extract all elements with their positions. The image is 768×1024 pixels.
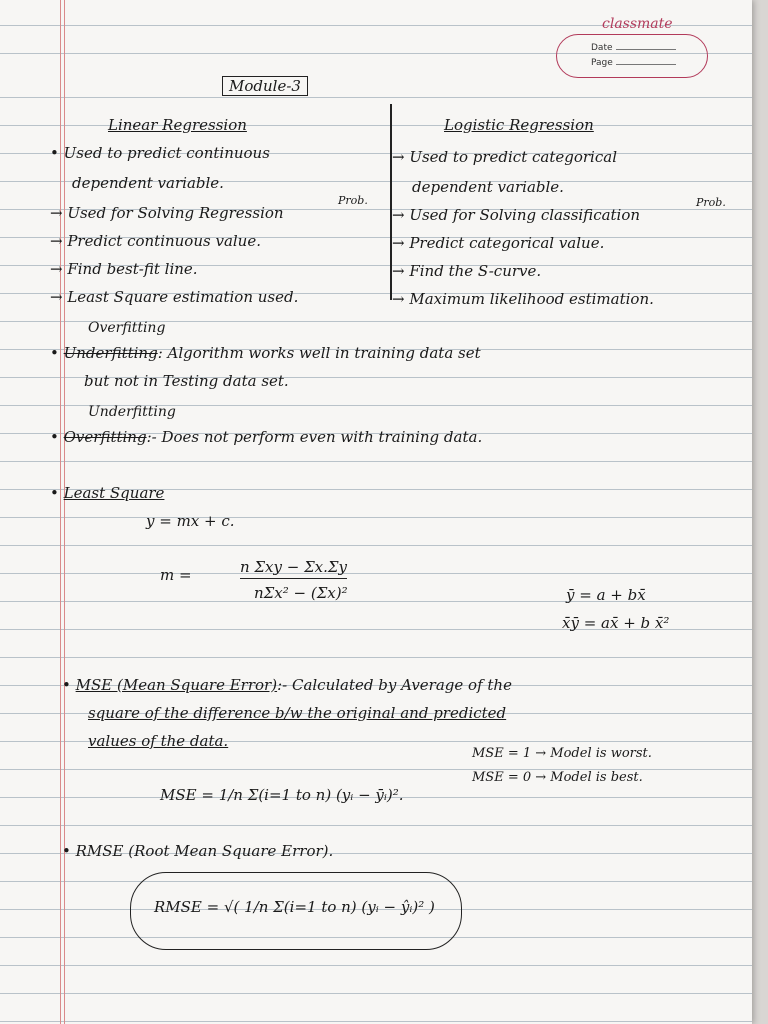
underfitting-definition: :- Does not perform even with training data. bbox=[146, 428, 483, 446]
logistic-row-2: dependent variable. bbox=[412, 178, 564, 196]
rmse-line: • RMSE (Root Mean Square Error). bbox=[62, 842, 334, 860]
rmse-heading: RMSE (Root Mean Square Error). bbox=[75, 842, 334, 860]
line-equation: y = mx + c. bbox=[146, 512, 235, 530]
logistic-row-4: → Predict categorical value. bbox=[392, 234, 605, 252]
logistic-heading: Logistic Regression bbox=[444, 116, 594, 134]
struck-overfitting: Overfitting bbox=[63, 428, 147, 446]
overfitting-definition: : Algorithm works well in training data set bbox=[157, 344, 481, 362]
rmse-formula: RMSE = √( 1/n Σ(i=1 to n) (yᵢ − ŷᵢ)² ) bbox=[154, 898, 435, 916]
page-label: Page bbox=[591, 58, 613, 68]
prob-note-left: Prob. bbox=[338, 194, 368, 207]
mse-note-best: MSE = 0 → Model is best. bbox=[472, 770, 643, 785]
linear-row-1: • Used to predict continuous bbox=[50, 144, 270, 162]
linear-row-2: dependent variable. bbox=[72, 174, 224, 192]
logistic-row-1: → Used to predict categorical bbox=[392, 148, 617, 166]
least-square-bullet: • Least Square bbox=[50, 484, 165, 502]
logistic-row-3: → Used for Solving classification bbox=[392, 206, 641, 224]
mse-note-worst: MSE = 1 → Model is worst. bbox=[472, 746, 652, 761]
least-square-heading: Least Square bbox=[63, 484, 165, 502]
linear-row-4: → Predict continuous value. bbox=[50, 232, 261, 250]
mse-definition-2: square of the difference b/w the original and predicted bbox=[88, 704, 507, 722]
mse-definition-3: values of the data. bbox=[88, 732, 229, 750]
slope-numerator: n Σxy − Σx.Σy bbox=[240, 558, 347, 579]
logistic-row-5: → Find the S-curve. bbox=[392, 262, 542, 280]
mse-heading: MSE (Mean Square Error) bbox=[75, 676, 278, 694]
linear-row-3: → Used for Solving Regression bbox=[50, 204, 284, 222]
linear-row-6: → Least Square estimation used. bbox=[50, 288, 299, 306]
date-label: Date bbox=[591, 43, 613, 53]
page-title: Module-3 bbox=[222, 76, 308, 96]
prob-note-right: Prob. bbox=[696, 196, 726, 209]
normal-equation-1: ȳ = a + bx̄ bbox=[566, 586, 646, 604]
overfitting-correction: Overfitting bbox=[88, 320, 166, 336]
mse-line-1: • MSE (Mean Square Error):- Calculated by Average of the bbox=[62, 676, 512, 694]
slope-lhs: m = bbox=[160, 566, 192, 584]
underfitting-correction: Underfitting bbox=[88, 404, 176, 420]
brand-logo: classmate bbox=[602, 16, 673, 32]
logistic-row-6: → Maximum likelihood estimation. bbox=[392, 290, 654, 308]
struck-underfitting: Underfitting bbox=[63, 344, 158, 362]
overfitting-line-2: but not in Testing data set. bbox=[84, 372, 289, 390]
mse-formula: MSE = 1/n Σ(i=1 to n) (yᵢ − ȳᵢ)². bbox=[160, 786, 404, 804]
underfitting-line: • Overfitting:- Does not perform even with training data. bbox=[50, 428, 483, 446]
linear-heading: Linear Regression bbox=[108, 116, 247, 134]
date-page-box bbox=[556, 34, 708, 78]
normal-equation-2: x̄ȳ = ax̄ + b x̄² bbox=[562, 614, 670, 632]
slope-denominator: nΣx² − (Σx)² bbox=[254, 584, 348, 602]
mse-definition-1: :- Calculated by Average of the bbox=[277, 676, 512, 694]
overfitting-line-1: • Underfitting: Algorithm works well in training data set bbox=[50, 344, 481, 362]
linear-row-5: → Find best-fit line. bbox=[50, 260, 198, 278]
